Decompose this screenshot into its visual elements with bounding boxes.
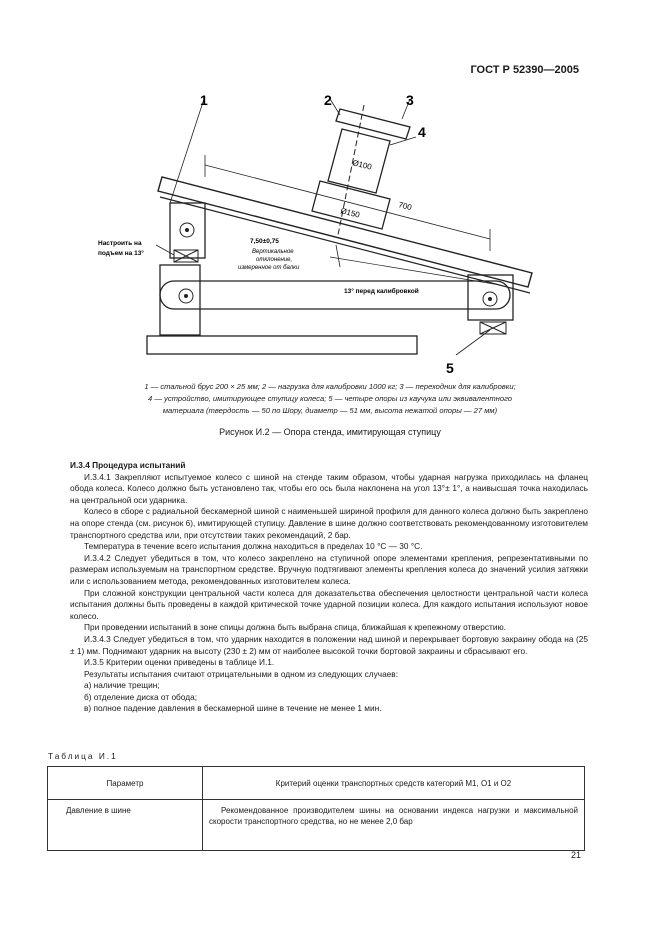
label-tune: Настроить на	[98, 240, 142, 247]
label-4: 4	[418, 124, 426, 140]
label-d150: Ø150	[339, 206, 361, 220]
label-dim: 7,50±0,75	[250, 238, 279, 245]
paragraph: Колесо в сборе с радиальной бескамерной шиной с наименьшей шириной профиля для данного колеса должно быть закреплено на опоре стенда (см. рисунок 6), имитирующей ступицу. Давление в шине должно соответствовать рекомендованному изготовителем транспортного средства или, при отсутствии таких рекомендаций, 2 бар.	[70, 506, 588, 540]
legend-line: 1 — стальной брус 200 × 25 мм; 2 — нагрузка для калибровки 1000 кг; 3 — переходник для калибровки;	[144, 382, 516, 391]
paragraph: Температура в течение всего испытания должна находиться в пределах 10 °С — 30 °С.	[84, 541, 423, 552]
list-item: б) отделение диска от обода;	[84, 691, 198, 702]
paragraph: При сложной конструкции центральной части колеса для доказательства обеспечения целостности центральной части колеса испытания должны быть проведены в каждой критической точке ударной позиции колеса. Для каждого испытания используют новое колесо.	[70, 587, 588, 621]
paragraph: И.3.4.3 Следует убедиться в том, что ударник находится в положении над шиной и перекрывает бортовую закраину обода на (25 ± 1) мм. Поднимают ударник на высоту (230 ± 2) мм от наиболее высокой точки бортовой закраины и сбрасывают его.	[70, 633, 588, 656]
label-vertical-2: отклонение,	[256, 257, 293, 263]
label-vertical-1: Вертикальное	[252, 249, 294, 255]
table-row	[48, 800, 585, 851]
figure-legend	[70, 381, 590, 417]
paragraph: И.3.4.2 Следует убедиться в том, что колесо закреплено на ступичной опоре элементами крепления, репрезентативными по размерам используемым на транспортном средстве. Вручную подтягивают элементы крепления колеса до значений усилия затяжки или с использованием метода, рекомендованных изготовителем колеса.	[70, 552, 588, 586]
label-tune-2: подъем на 13°	[98, 250, 144, 257]
table-header-cell: Критерий оценки транспортных средств категорий M1, O1 и O2	[203, 767, 585, 800]
list-item: в) полное падение давления в бескамерной шине в течение не менее 1 мин.	[84, 703, 382, 714]
lower-bar	[160, 281, 510, 309]
label-1: 1	[200, 92, 208, 108]
table-header-cell: Параметр	[48, 767, 203, 800]
label-3: 3	[406, 92, 414, 108]
steel-beam	[158, 177, 532, 287]
table-header-row	[48, 767, 585, 800]
paragraph: Результаты испытания считают отрицательными в одном из следующих случаев:	[84, 668, 399, 679]
label-angle: 13° перед калибровкой	[344, 288, 419, 295]
paragraph: И.3.5 Критерии оценки приведены в таблице И.1.	[84, 657, 275, 668]
paragraph: И.3.4.1 Закрепляют испытуемое колесо с шиной на стенде таким образом, чтобы ударная нагрузка приходилась на фланец обода колеса. Колесо должно быть установлено так, чтобы его ось была наклонена на угол 13°± 1°, а наивысшая точка находилась на центральной оси ударника.	[70, 471, 588, 505]
test-stand-drawing	[90, 85, 560, 375]
criteria-table	[47, 766, 585, 851]
table-title: Таблица И.1	[48, 751, 118, 761]
page-number: 21	[570, 850, 581, 860]
paragraph: При проведении испытаний в зоне спицы должна быть выбрана спица, ближайшая к крепежному отверстию.	[84, 622, 506, 633]
label-700: 700	[397, 200, 413, 213]
base-plate	[147, 336, 417, 354]
list-item: а) наличие трещин;	[84, 680, 160, 691]
hub-device	[312, 181, 390, 229]
label-2: 2	[324, 92, 332, 108]
label-vertical-3: измеренное от балки	[238, 265, 300, 271]
label-d100: Ø100	[351, 158, 373, 172]
body-text	[70, 460, 588, 715]
figure-caption: Рисунок И.2 — Опора стенда, имитирующая ступицу	[219, 427, 441, 437]
table-cell: Давление в шине	[48, 800, 203, 851]
section-heading: И.3.4 Процедура испытаний	[70, 460, 186, 470]
legend-line: материала (твердость — 50 по Шору, диаметр — 51 мм, высота нежатой опоры — 27 мм)	[162, 406, 498, 415]
table-cell: Рекомендованное производителем шины на основании индекса нагрузки и максимальной скорости транспортного средства, но не менее 2,0 бар	[203, 800, 585, 851]
label-5: 5	[446, 360, 454, 375]
standard-header: ГОСТ Р 52390—2005	[470, 64, 579, 76]
legend-line: 4 — устройство, имитирующее ступицу колеса; 5 — четыре опоры из каучука или эквивалентного	[148, 394, 512, 403]
